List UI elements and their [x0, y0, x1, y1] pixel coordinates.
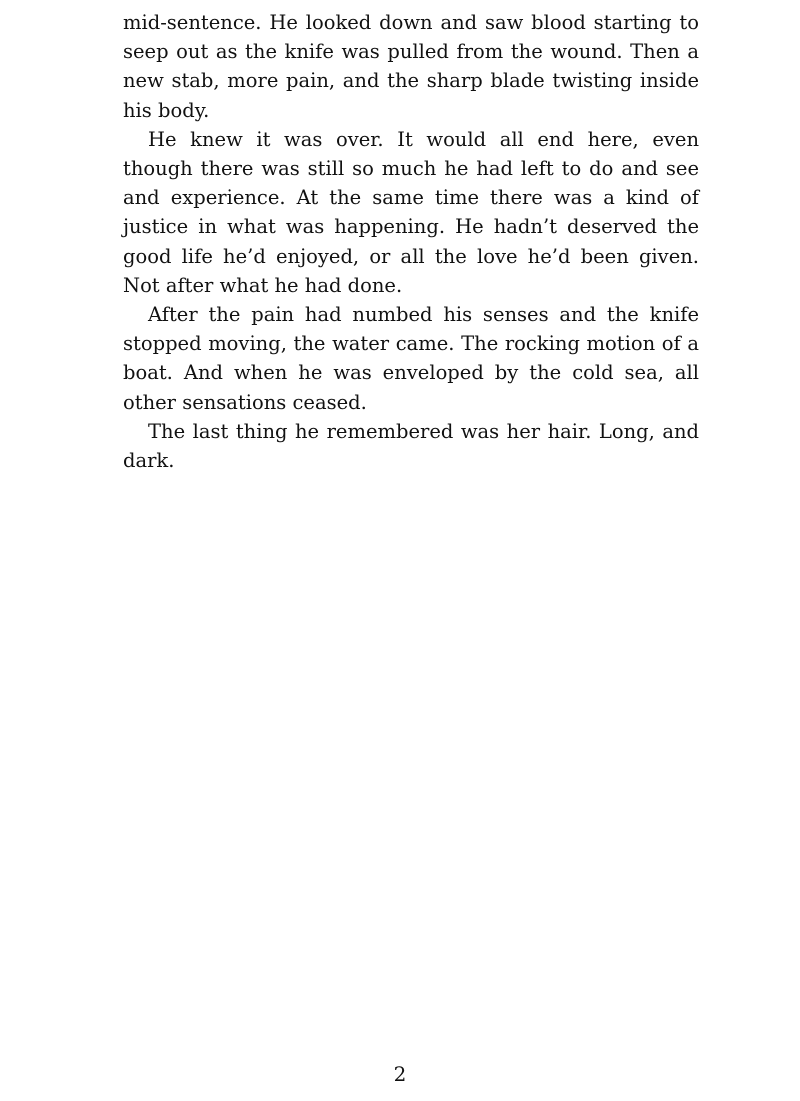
paragraph: After the pain had numbed his senses and the knife stopped moving, the water came. The rocking motion of a boat. And when he was enveloped by the cold sea, all other sensations ceased. — [123, 303, 699, 414]
body-text — [123, 8, 699, 475]
paragraph: The last thing he remembered was her hair. Long, and dark. — [123, 419, 699, 473]
page-number: 2 — [393, 1062, 407, 1086]
paragraph: He knew it was over. It would all end here, even though there was still so much he had left to do and see and experience. At the same time there was a kind of justice in what was happening. He hadn’t deserved the good life he’d enjoyed, or all the love he’d been given. Not after what he had done. — [123, 127, 699, 297]
paragraph: mid-sentence. He looked down and saw blood starting to seep out as the knife was pulled from the wound. Then a new stab, more pain, and the sharp blade twisting inside his body. — [123, 11, 699, 122]
